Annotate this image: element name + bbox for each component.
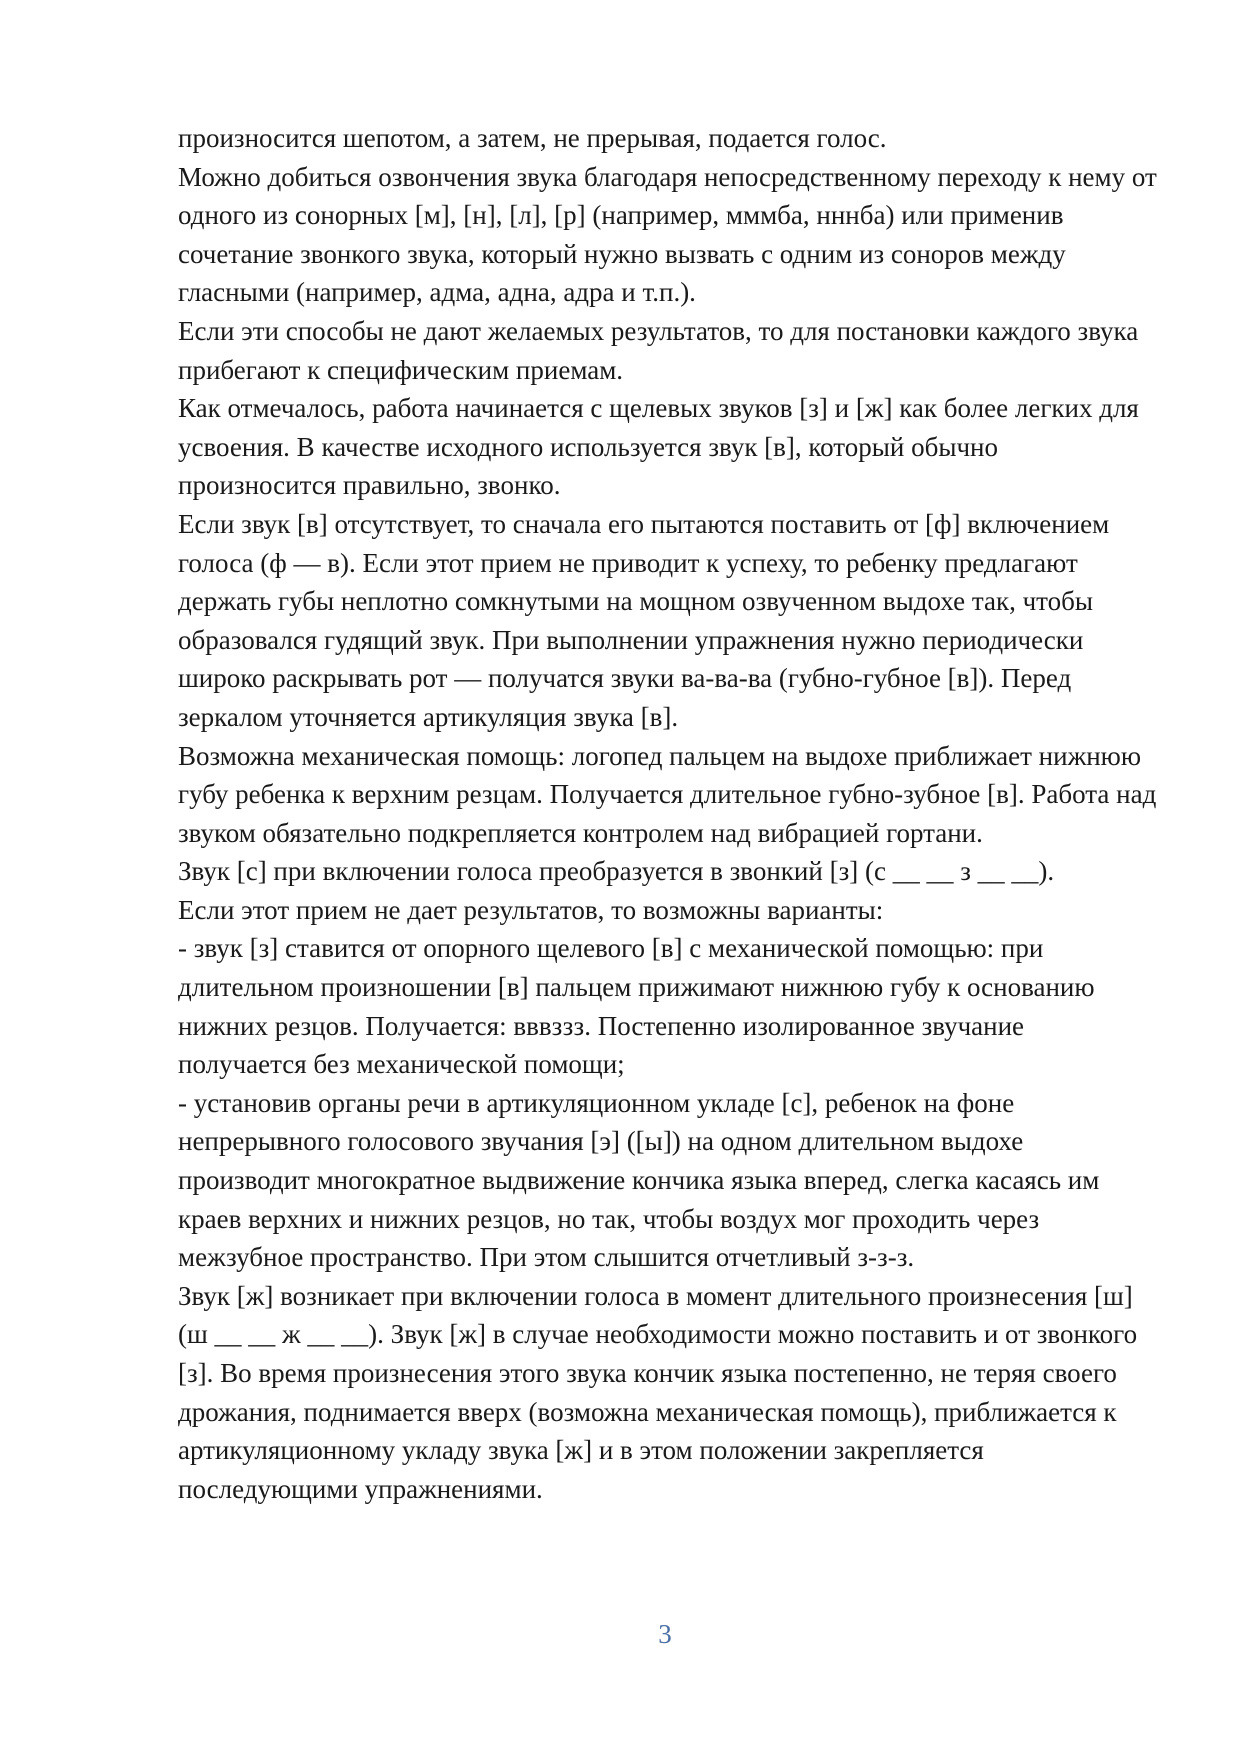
paragraph: - установив органы речи в артикуляционном укладе [с], ребенок на фоне непрерывного голосового звучания [э] ([ы]) на одном длительном выдохе производит многократное выдвижение кончика языка вперед, слегка касаясь им краев верхних и нижних резцов, но так, чтобы воздух мог проходить через межзубное пространство. При этом слышится отчетливый з-з-з. [178,1087,1100,1273]
paragraph: произносится шепотом, а затем, не прерывая, подается голос. [178,123,887,153]
paragraph: Если этот прием не дает результатов, то возможны варианты: [178,894,884,925]
paragraph: Если звук [в] отсутствует, то сначала его пытаются поставить от [ф] включением голоса (ф — в). Если этот прием не приводит к успеху, то ребенку предлагают держать губы неплотно сомкнутыми на мощном озвученном выдохе так, чтобы образовался гудящий звук. При выполнении упражнения нужно периодически широко раскрывать рот — получатся звуки ва-ва-ва (губно-губное [в]). Перед зеркалом уточняется артикуляция звука [в]. [178,508,1110,732]
paragraph: Если эти способы не дают желаемых результатов, то для постановки каждого звука прибегают к специфическим приемам. [178,315,1139,385]
body-text [178,119,1158,1508]
paragraph: Как отмечалось, работа начинается с щелевых звуков [з] и [ж] как более легких для усвоения. В качестве исходного используется звук [в], который обычно произносится правильно, звонко. [178,393,1139,501]
page-number: 3 [658,1619,672,1649]
paragraph: Звук [ж] возникает при включении голоса в момент длительного произнесения [ш] (ш __ __ ж __ __). Звук [ж] в случае необходимости можно поставить и от звонкого [з]. Во время произнесения этого звука кончик языка постепенно, не теряя своего дрожания, поднимается вверх (возможна механическая помощь), приближается к артикуляционному укладу звука [ж] и в этом положении закрепляется последующими упражнениями. [178,1280,1138,1504]
paragraph: - звук [з] ставится от опорного щелевого [в] с механической помощью: при длительном произношении [в] пальцем прижимают нижнюю губу к основанию нижних резцов. Получается: вввззз. Постепенно изолированное звучание получается без механической помощи; [178,933,1095,1080]
paragraph: Звук [с] при включении голоса преобразуется в звонкий [з] (с __ __ з __ __). [178,856,1055,887]
paragraph: Можно добиться озвончения звука благодаря непосредственному переходу к нему от одного из сонорных [м], [н], [л], [р] (например, мммба, нннба) или применив сочетание звонкого звука, который нужно вызвать с одним из соноров между гласными (например, адма, адна, адра и т.п.). [178,161,1157,308]
paragraph: Возможна механическая помощь: логопед пальцем на выдохе приближает нижнюю губу ребенка к верхним резцам. Получается длительное губно-зубное [в]. Работа над звуком обязательно подкрепляется контролем над вибрацией гортани. [178,740,1157,848]
